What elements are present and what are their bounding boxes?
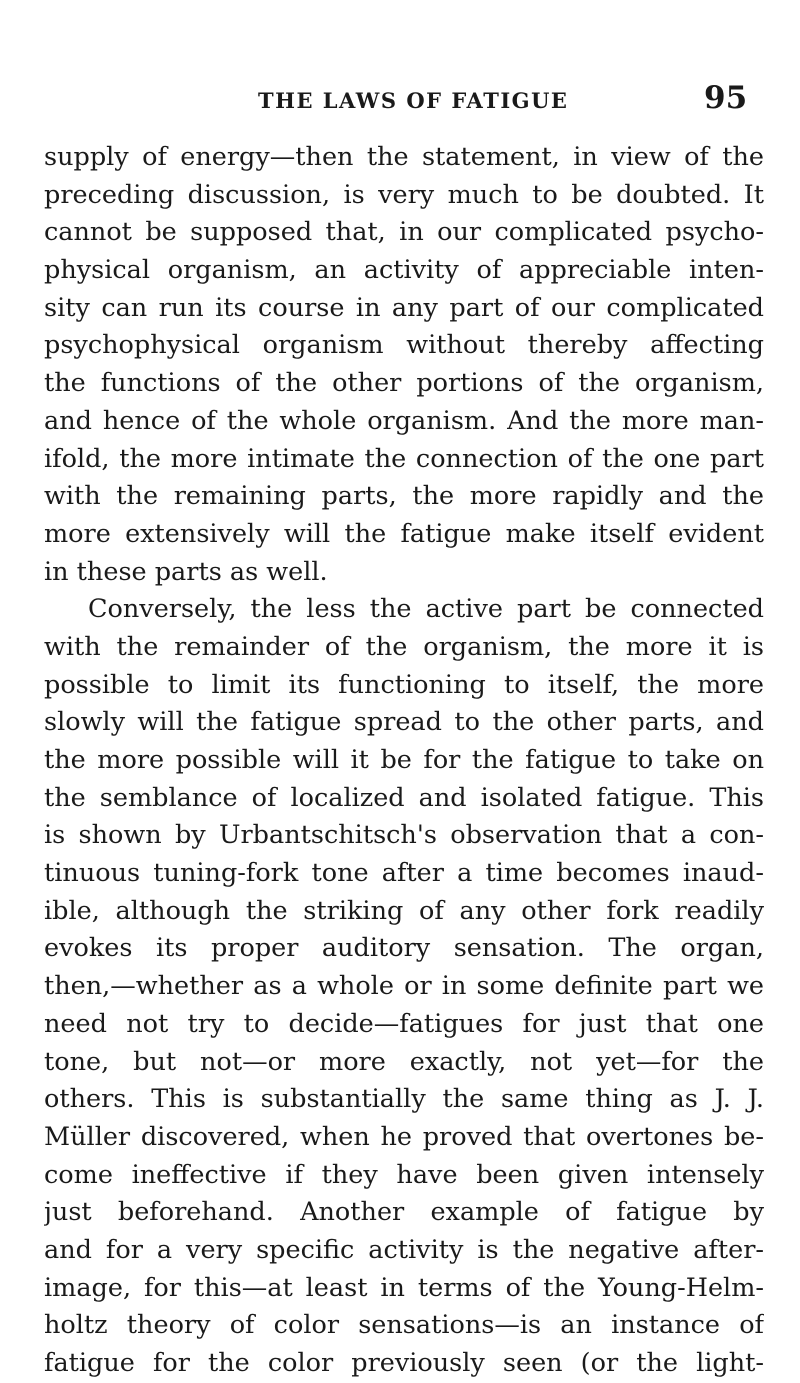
text-line: psychophysical organism without thereby affecting bbox=[44, 330, 764, 361]
page-number: 95 bbox=[704, 80, 748, 116]
text-line: just beforehand. Another example of fatigue by bbox=[44, 1197, 764, 1228]
text-line: preceding discussion, is very much to be doubted. It bbox=[44, 179, 764, 210]
text-line: ible, although the striking of any other fork readily bbox=[44, 895, 764, 926]
text-line: tone, but not—or more exactly, not yet—for the bbox=[44, 1046, 764, 1077]
text-line: fatigue for the color previously seen (or the light- bbox=[44, 1348, 764, 1378]
text-line: and for a very specific activity is the negative after- bbox=[44, 1234, 764, 1265]
text-line: cannot be supposed that, in our complicated psycho- bbox=[44, 217, 764, 248]
text-line: the functions of the other portions of the organism, bbox=[44, 368, 764, 399]
text-line: holtz theory of color sensations—is an instance of bbox=[44, 1310, 764, 1341]
text-line: physical organism, an activity of appreciable inten- bbox=[44, 255, 764, 286]
text-line: sity can run its course in any part of our complicated bbox=[44, 292, 764, 323]
text-line: supply of energy—then the statement, in view of the bbox=[44, 142, 764, 172]
running-title: THE LAWS OF FATIGUE bbox=[258, 88, 569, 113]
text-line: tinuous tuning-fork tone after a time becomes inaud- bbox=[44, 858, 764, 889]
text-line: evokes its proper auditory sensation. The organ, bbox=[44, 933, 764, 964]
text-line: ifold, the more intimate the connection of the one part bbox=[44, 443, 764, 474]
body-text bbox=[44, 139, 764, 1383]
text-line: and hence of the whole organism. And the more man- bbox=[44, 405, 764, 436]
text-line: slowly will the fatigue spread to the other parts, and bbox=[44, 707, 764, 738]
text-line: Müller discovered, when he proved that overtones be- bbox=[44, 1121, 764, 1152]
text-line: in these parts as well. bbox=[44, 556, 328, 587]
text-line: others. This is substantially the same thing as J. J. bbox=[44, 1084, 764, 1115]
text-line: Conversely, the less the active part be connected bbox=[88, 594, 764, 625]
text-line: is shown by Urbantschitsch's observation that a con- bbox=[44, 820, 764, 851]
text-line: with the remainder of the organism, the more it is bbox=[44, 631, 764, 662]
text-line: image, for this—at least in terms of the Young-Helm- bbox=[44, 1272, 764, 1303]
text-line: the semblance of localized and isolated fatigue. This bbox=[44, 782, 764, 813]
text-line: more extensively will the fatigue make itself evident bbox=[44, 518, 764, 549]
text-line: with the remaining parts, the more rapidly and the bbox=[44, 481, 764, 512]
text-line: then,—whether as a whole or in some definite part we bbox=[44, 971, 764, 1002]
text-line: come ineffective if they have been given intensely bbox=[44, 1159, 764, 1190]
text-line: the more possible will it be for the fatigue to take on bbox=[44, 745, 764, 775]
running-head bbox=[0, 80, 800, 124]
text-line: possible to limit its functioning to itself, the more bbox=[44, 669, 764, 700]
text-line: need not try to decide—fatigues for just that one bbox=[44, 1008, 764, 1039]
